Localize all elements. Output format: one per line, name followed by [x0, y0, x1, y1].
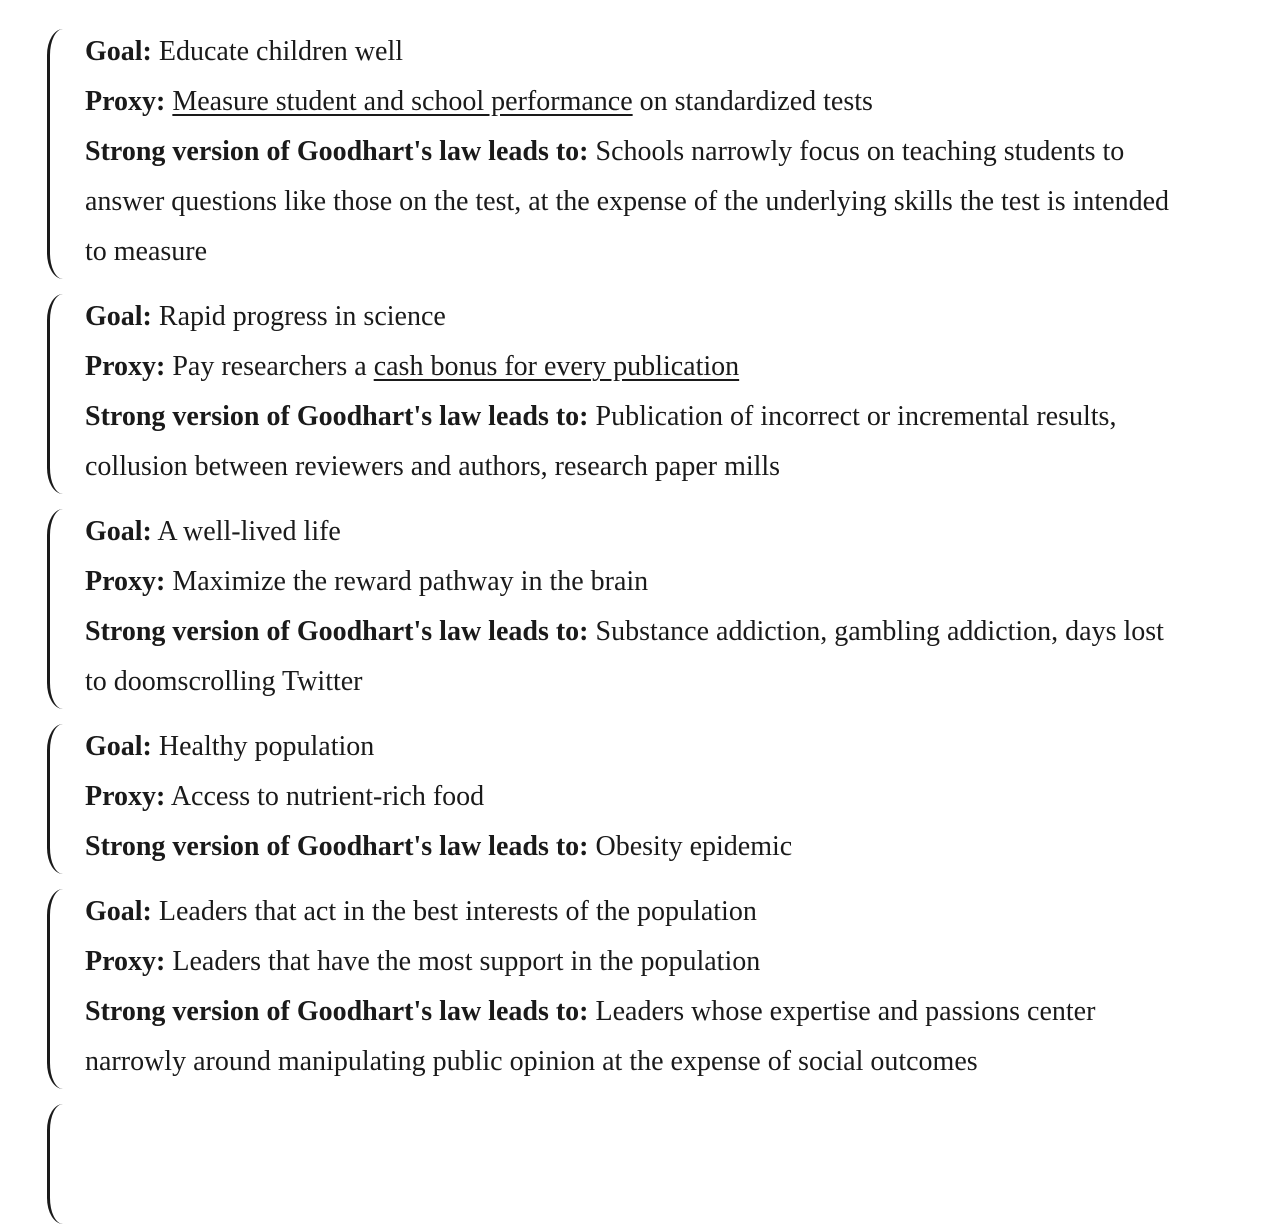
proxy-label: Proxy: — [85, 781, 166, 812]
goal-line — [85, 722, 1170, 772]
blockquote-border — [47, 294, 63, 494]
outcome-line — [85, 392, 1170, 492]
proxy-label: Proxy: — [85, 86, 166, 117]
proxy-text: Pay researchers a — [172, 351, 374, 382]
proxy-text: on standardized tests — [632, 86, 873, 117]
goal-label: Goal: — [85, 36, 152, 67]
goodhart-example-3 — [47, 507, 1170, 707]
goal-line — [85, 507, 1170, 557]
strong-goodhart-label: Strong version of Goodhart's law leads to: — [85, 996, 589, 1027]
outcome-text: Substance addiction, gambling addiction, days lost to doomscrolling Twitter — [85, 616, 1164, 697]
proxy-link[interactable]: cash bonus for every publication — [373, 351, 740, 382]
outcome-line — [85, 987, 1170, 1087]
goal-label: Goal: — [85, 516, 152, 547]
goodhart-example-5 — [47, 887, 1170, 1087]
goal-text: Educate children well — [158, 36, 404, 67]
strong-goodhart-label: Strong version of Goodhart's law leads to: — [85, 616, 589, 647]
goal-text: Leaders that act in the best interests of the population — [158, 896, 757, 927]
strong-goodhart-label: Strong version of Goodhart's law leads to: — [85, 401, 589, 432]
outcome-text: Publication of incorrect or incremental results, collusion between reviewers and authors, research paper mills — [85, 401, 1117, 482]
proxy-line — [85, 937, 1170, 987]
proxy-line — [85, 342, 1170, 392]
goal-text: A well-lived life — [157, 516, 341, 547]
proxy-label: Proxy: — [85, 946, 166, 977]
proxy-label: Proxy: — [85, 351, 166, 382]
outcome-line — [85, 127, 1170, 277]
proxy-line — [85, 77, 1170, 127]
proxy-text: Maximize the reward pathway in the brain — [172, 566, 649, 597]
strong-goodhart-label: Strong version of Goodhart's law leads to: — [85, 831, 589, 862]
goodhart-example-1 — [47, 27, 1170, 277]
goal-line — [85, 292, 1170, 342]
proxy-link[interactable]: Measure student and school performance — [172, 86, 633, 117]
blockquote-border — [47, 889, 63, 1089]
goal-text: Healthy population — [158, 731, 375, 762]
outcome-line — [85, 607, 1170, 707]
blockquote-border — [47, 724, 63, 874]
blockquote-border — [47, 1104, 63, 1224]
blockquote-border — [47, 509, 63, 709]
goal-label: Goal: — [85, 731, 152, 762]
proxy-text: Access to nutrient-rich food — [170, 781, 485, 812]
goal-label: Goal: — [85, 301, 152, 332]
goodhart-example-4 — [47, 722, 1170, 872]
goal-text: Rapid progress in science — [158, 301, 446, 332]
outcome-line — [85, 822, 1170, 872]
strong-goodhart-label: Strong version of Goodhart's law leads to: — [85, 136, 589, 167]
proxy-line — [85, 557, 1170, 607]
goodhart-example-2 — [47, 292, 1170, 492]
outcome-text: Obesity epidemic — [595, 831, 793, 862]
outcome-text: Schools narrowly focus on teaching students to answer questions like those on the test, at the expense of the underlying skills the test is intended to measure — [85, 136, 1170, 267]
proxy-text: Leaders that have the most support in the population — [172, 946, 761, 977]
outcome-text: Leaders whose expertise and passions center narrowly around manipulating public opinion at the expense of social outcomes — [85, 996, 1096, 1077]
proxy-line — [85, 772, 1170, 822]
goodhart-example-6-partial — [47, 1102, 1170, 1222]
goal-label: Goal: — [85, 896, 152, 927]
proxy-label: Proxy: — [85, 566, 166, 597]
blockquote-border — [47, 29, 63, 279]
goal-line — [85, 887, 1170, 937]
goal-line — [85, 27, 1170, 77]
